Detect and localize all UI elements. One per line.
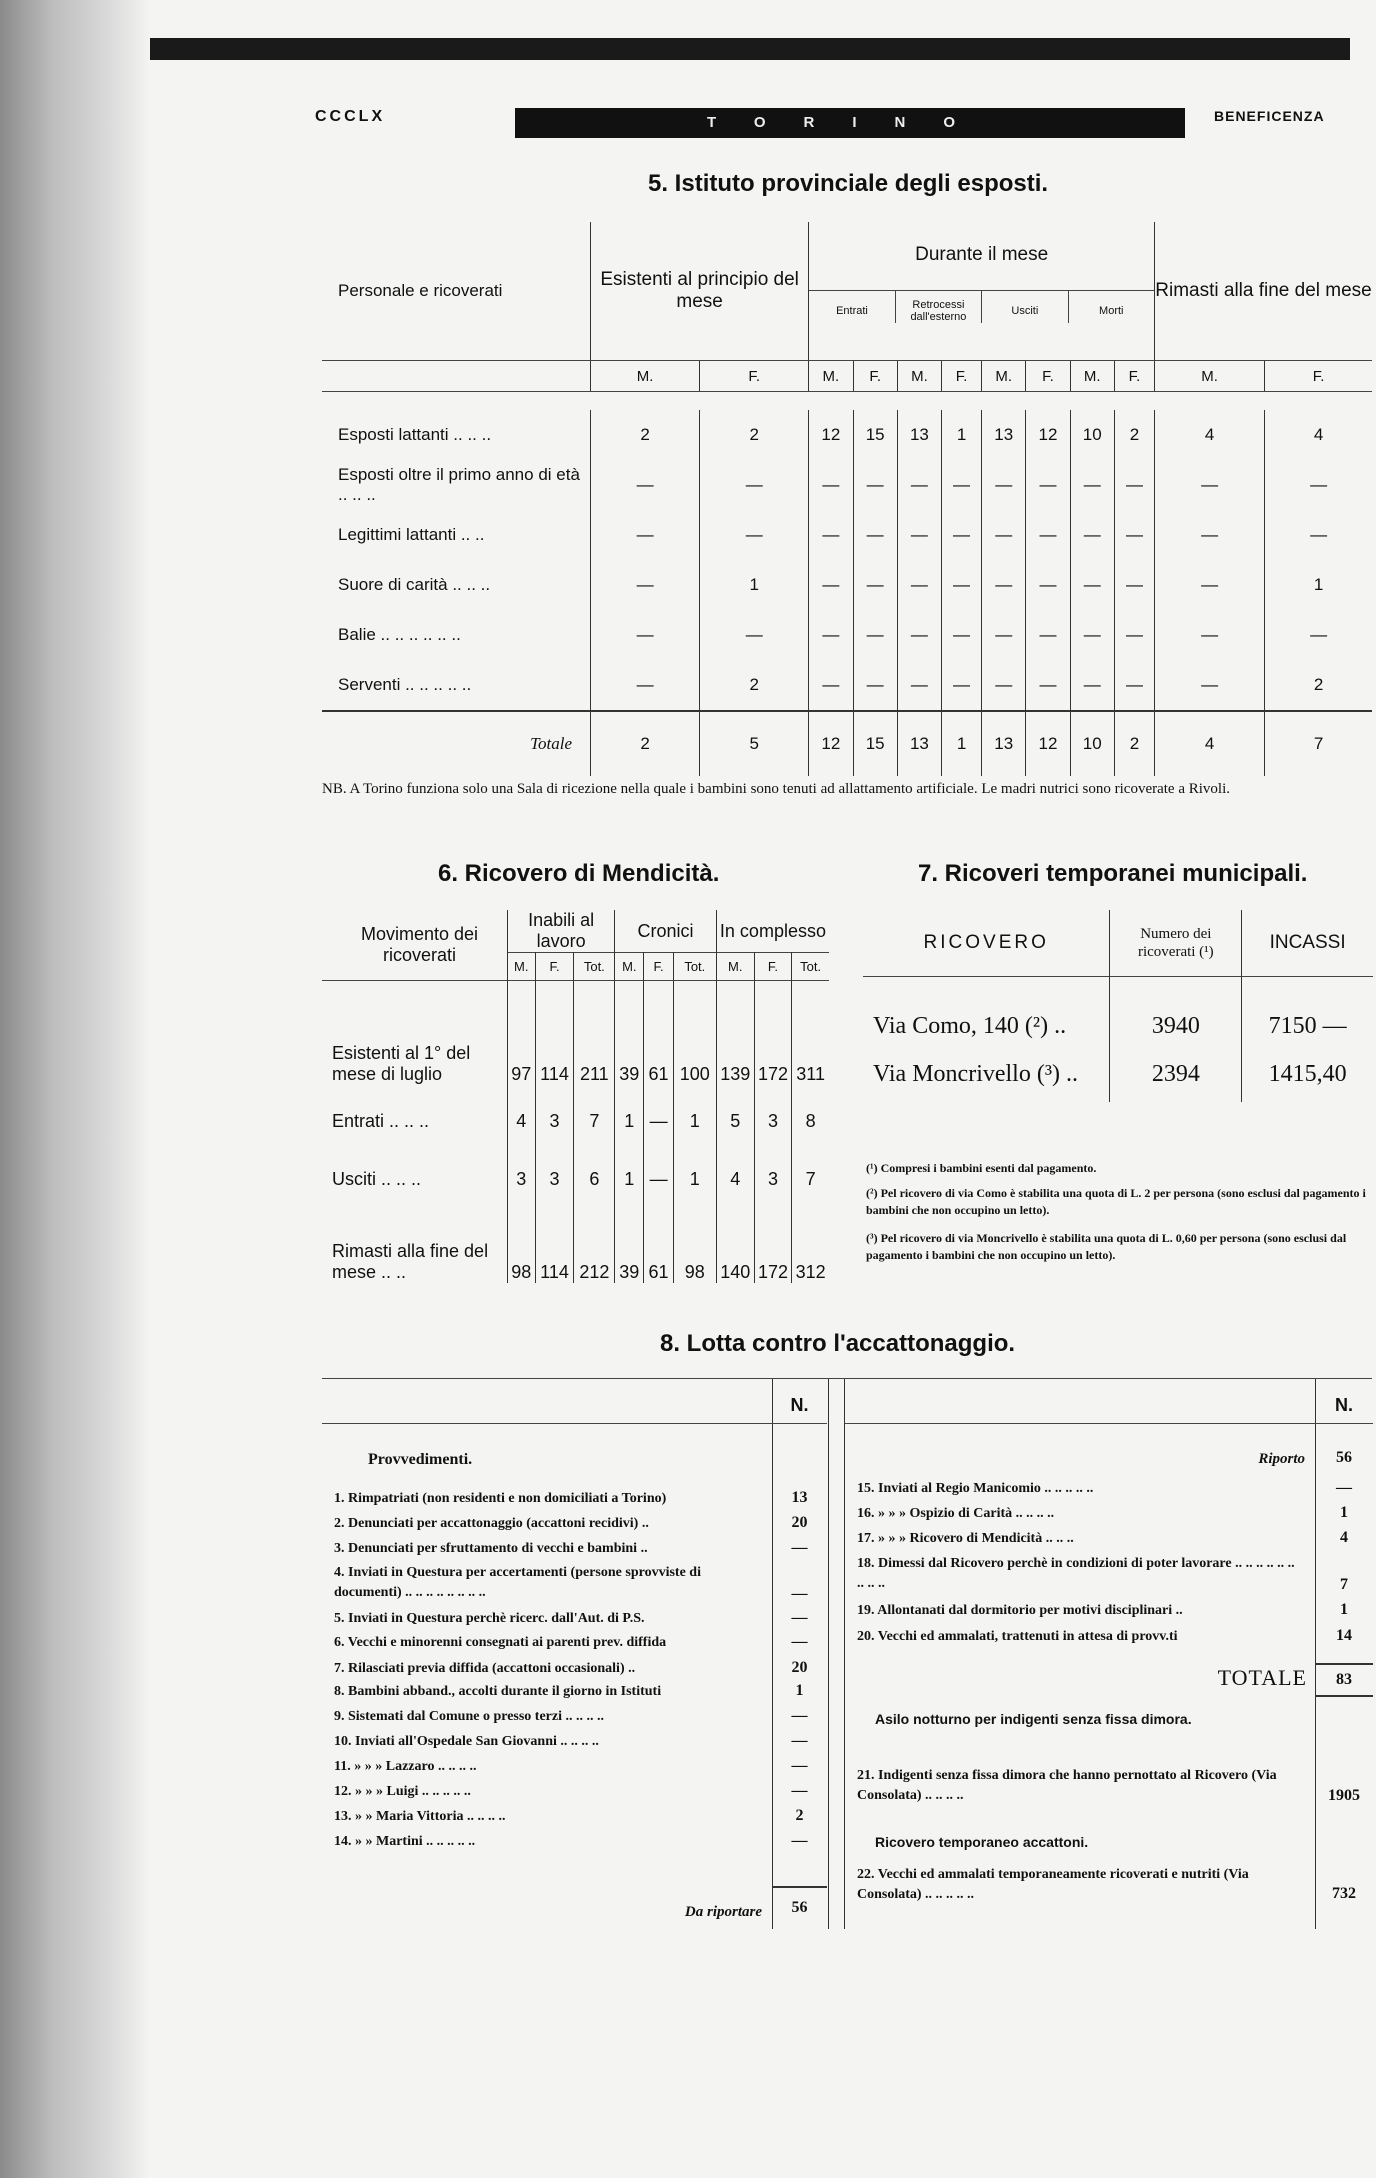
- total-label: Totale: [322, 711, 591, 776]
- cell: —: [809, 510, 853, 560]
- cell: 2: [700, 410, 809, 460]
- mf-label: M.: [897, 361, 941, 392]
- cell: 1: [673, 1153, 716, 1207]
- cell: —: [700, 460, 809, 510]
- cell: 1: [615, 1091, 644, 1153]
- cell: 10: [1070, 711, 1114, 776]
- row-label: Esposti oltre il primo anno di età .. .. ..: [338, 465, 580, 504]
- cell: —: [1070, 510, 1114, 560]
- ricovero-accattoni-title: Ricovero temporaneo accattoni.: [875, 1834, 1089, 1850]
- sub-label: F.: [644, 953, 673, 981]
- section8-right: [844, 1379, 1373, 1929]
- cell: 12: [1026, 711, 1070, 776]
- cell: 4: [716, 1153, 754, 1207]
- cell: —: [591, 660, 700, 711]
- cell: —: [982, 660, 1026, 711]
- table-row: [322, 560, 1372, 610]
- sub-label: F.: [535, 953, 574, 981]
- cell: 311: [792, 981, 829, 1091]
- cell: 1: [942, 711, 982, 776]
- cell: —: [897, 610, 941, 660]
- list-item-value: 20: [791, 1514, 808, 1531]
- section8-title: 8. Lotta contro l'accattonaggio.: [660, 1330, 1016, 1357]
- cell: 8: [792, 1091, 829, 1153]
- cell: —: [982, 610, 1026, 660]
- cell: —: [897, 510, 941, 560]
- cell: —: [1265, 460, 1372, 510]
- cell: —: [982, 510, 1026, 560]
- divider: [845, 1423, 1373, 1424]
- cell: —: [1265, 510, 1372, 560]
- list-item: 9. Sistemati dal Comune o presso terzi .. .. .. ..: [334, 1709, 604, 1724]
- cell: —: [1114, 560, 1154, 610]
- row-label: Via Como, 140 (²) ..: [873, 1013, 1067, 1039]
- col-morti: Morti: [1068, 291, 1154, 323]
- mf-label: F.: [700, 361, 809, 392]
- cell: —: [591, 560, 700, 610]
- cell: 13: [897, 410, 941, 460]
- col-durante-group: [809, 222, 1155, 361]
- table-row: [322, 1207, 829, 1283]
- cell: 12: [1026, 410, 1070, 460]
- table-row: [322, 1091, 829, 1153]
- col-n-left: N.: [790, 1395, 809, 1415]
- cell: 1: [942, 410, 982, 460]
- cell: 1: [615, 1153, 644, 1207]
- list-item-value: —: [791, 1633, 808, 1650]
- list-item-value: —: [791, 1757, 808, 1774]
- table-row: [863, 1046, 1373, 1102]
- list-item-21: 21. Indigenti senza fissa dimora che hanno pernottato al Ricovero (Via Consolata) .. .. .. ..: [857, 1768, 1277, 1803]
- cell: —: [1114, 460, 1154, 510]
- cell: 4: [1155, 410, 1265, 460]
- list-item: 2. Denunciati per accattonaggio (accattoni recidivi) ..: [334, 1516, 649, 1531]
- cell: 312: [792, 1207, 829, 1283]
- cell: —: [1070, 610, 1114, 660]
- cell: 97: [508, 981, 536, 1091]
- col-numero: Numero dei ricoverati (¹): [1110, 910, 1242, 976]
- table-row: [322, 460, 1372, 510]
- sub-label: Tot.: [792, 953, 829, 981]
- cell: —: [1114, 660, 1154, 711]
- row-label: Rimasti alla fine del mese .. ..: [332, 1240, 489, 1282]
- section7-table: [863, 910, 1373, 1102]
- list-item: 13. » » Maria Vittoria .. .. .. ..: [334, 1809, 506, 1824]
- cell: 15: [853, 711, 897, 776]
- cell: —: [942, 510, 982, 560]
- list-item-value: 14: [1336, 1627, 1352, 1644]
- item-22-value: 732: [1332, 1885, 1356, 1902]
- cell: 4: [1155, 711, 1265, 776]
- list-item-value: 4: [1340, 1529, 1348, 1546]
- col-inabili: Inabili al lavoro: [508, 910, 615, 953]
- da-riportare-label: Da riportare: [684, 1904, 762, 1920]
- cell: —: [809, 610, 853, 660]
- cell: —: [942, 460, 982, 510]
- table-row: [322, 510, 1372, 560]
- table-row: [322, 410, 1372, 460]
- list-item-value: 2: [795, 1807, 804, 1824]
- cell: 4: [1265, 410, 1372, 460]
- cell: 1: [1265, 560, 1372, 610]
- total-row: [322, 711, 1372, 776]
- cell: —: [942, 660, 982, 711]
- cell: 1: [700, 560, 809, 610]
- cell: 3: [508, 1153, 536, 1207]
- totale-label: TOTALE: [1217, 1665, 1307, 1690]
- cell: 3: [754, 1153, 792, 1207]
- list-item-value: 1: [795, 1682, 804, 1699]
- cell: 39: [615, 1207, 644, 1283]
- cell: —: [942, 560, 982, 610]
- cell: —: [1265, 610, 1372, 660]
- mf-label: F.: [1265, 361, 1372, 392]
- mf-label: M.: [1070, 361, 1114, 392]
- section6-table: [322, 910, 829, 1283]
- cell: 7: [1265, 711, 1372, 776]
- cell: 3: [535, 1153, 574, 1207]
- cell: 1: [673, 1091, 716, 1153]
- list-item-22: 22. Vecchi ed ammalati temporaneamente ricoverati e nutriti (Via Consolata) .. .. .. .. ..: [857, 1867, 1249, 1902]
- col-complesso: In complesso: [716, 910, 829, 953]
- mf-label: F.: [853, 361, 897, 392]
- list-item-value: 20: [791, 1659, 808, 1676]
- cell: —: [982, 560, 1026, 610]
- cell: —: [1026, 610, 1070, 660]
- section8-left: [322, 1379, 827, 1929]
- cell: —: [1155, 510, 1265, 560]
- cell: 13: [897, 711, 941, 776]
- cell: 2394: [1110, 1046, 1242, 1102]
- cell: 2: [700, 660, 809, 711]
- riporto-value: 56: [1336, 1449, 1352, 1466]
- cell: —: [1155, 560, 1265, 610]
- list-item-value: —: [791, 1707, 808, 1724]
- cell: —: [942, 610, 982, 660]
- list-item-value: —: [791, 1732, 808, 1749]
- cell: 140: [716, 1207, 754, 1283]
- cell: —: [1114, 610, 1154, 660]
- row-label: Esistenti al 1° del mese di luglio: [332, 1042, 471, 1084]
- list-item: 11. » » » Lazzaro .. .. .. ..: [334, 1759, 477, 1774]
- row-label: Esposti lattanti .. .. ..: [338, 425, 492, 444]
- cell: —: [853, 660, 897, 711]
- cell: —: [897, 560, 941, 610]
- mf-label: F.: [1026, 361, 1070, 392]
- cell: 98: [508, 1207, 536, 1283]
- col-movimento: Movimento dei ricoverati: [360, 924, 479, 965]
- scan-left-shadow: [0, 0, 150, 2178]
- cell: —: [1026, 460, 1070, 510]
- col-usciti: Usciti: [981, 291, 1067, 323]
- list-item-value: —: [791, 1782, 808, 1799]
- table-row: [863, 976, 1373, 1046]
- section5-note: NB. A Torino funziona solo una Sala di ricezione nella quale i bambini sono tenuti ad allattamento artificiale. Le madri nutrici sono ricoverate a Rivoli.: [322, 781, 1230, 797]
- cell: —: [1070, 560, 1114, 610]
- cell: —: [1155, 460, 1265, 510]
- cell: 3: [754, 1091, 792, 1153]
- list-item: 8. Bambini abband., accolti durante il giorno in Istituti: [334, 1684, 662, 1699]
- cell: 98: [673, 1207, 716, 1283]
- col-incassi: INCASSI: [1242, 910, 1373, 976]
- cell: 12: [809, 410, 853, 460]
- cell: 211: [574, 981, 615, 1091]
- section6-title: 6. Ricovero di Mendicità.: [438, 860, 720, 887]
- list-item: 14. » » Martini .. .. .. .. ..: [334, 1834, 476, 1849]
- cell: 3: [535, 1091, 574, 1153]
- cell: 114: [535, 981, 574, 1091]
- scan-top-bar: [150, 38, 1350, 60]
- cell: 13: [982, 711, 1026, 776]
- cell: —: [982, 460, 1026, 510]
- row-label: Via Moncrivello (³) ..: [873, 1060, 1079, 1087]
- cell: 172: [754, 981, 792, 1091]
- cell: —: [644, 1153, 673, 1207]
- cell: —: [897, 460, 941, 510]
- cell: 39: [615, 981, 644, 1091]
- cell: 10: [1070, 410, 1114, 460]
- table-row: [322, 660, 1372, 711]
- page-number: CCCLX: [315, 108, 386, 125]
- section5-title: 5. Istituto provinciale degli esposti.: [648, 170, 1049, 197]
- list-item: 17. » » » Ricovero di Mendicità .. .. ..: [857, 1531, 1074, 1546]
- da-riportare-value: 56: [772, 1886, 827, 1931]
- cell: 6: [574, 1153, 615, 1207]
- list-item-value: —: [1336, 1479, 1352, 1496]
- col-ricovero: RICOVERO: [923, 931, 1049, 953]
- mf-label: F.: [1114, 361, 1154, 392]
- cell: —: [897, 660, 941, 711]
- list-item-value: 1: [1340, 1601, 1348, 1618]
- cell: 61: [644, 981, 673, 1091]
- mf-label: M.: [1155, 361, 1265, 392]
- list-item: 12. » » » Luigi .. .. .. .. ..: [334, 1784, 471, 1799]
- list-item-value: 13: [791, 1489, 808, 1506]
- section8-frame: [322, 1378, 1372, 1929]
- cell: —: [809, 460, 853, 510]
- cell: —: [700, 510, 809, 560]
- cell: —: [1070, 660, 1114, 711]
- cell: 2: [1114, 410, 1154, 460]
- list-item: 16. » » » Ospizio di Carità .. .. .. ..: [857, 1506, 1055, 1521]
- col-esistenti: Esistenti al principio del mese: [591, 222, 809, 361]
- section7-title: 7. Ricoveri temporanei municipali.: [918, 860, 1308, 887]
- list-item: 3. Denunciati per sfruttamento di vecchi e bambini ..: [334, 1541, 648, 1556]
- cell: —: [853, 510, 897, 560]
- col-entrati: Entrati: [836, 305, 868, 317]
- section5-table: [322, 222, 1372, 776]
- cell: 12: [809, 711, 853, 776]
- list-item: 5. Inviati in Questura perchè ricerc. dall'Aut. di P.S.: [334, 1611, 645, 1626]
- cell: 172: [754, 1207, 792, 1283]
- row-label: Serventi .. .. .. .. ..: [338, 675, 472, 694]
- mf-label: F.: [942, 361, 982, 392]
- cell: —: [853, 460, 897, 510]
- cell: —: [591, 610, 700, 660]
- list-item: 19. Allontanati dal dormitorio per motivi disciplinari ..: [857, 1603, 1183, 1618]
- list-item: 15. Inviati al Regio Manicomio .. .. .. .. ..: [857, 1481, 1094, 1496]
- cell: —: [1155, 660, 1265, 711]
- section7-footnote-3: (³) Pel ricovero di via Moncrivello è stabilita una quota di L. 0,60 per persona (sono esclusi dal pagamento i bambini che non occupino un letto).: [866, 1231, 1347, 1262]
- cell: —: [809, 660, 853, 711]
- table-row: [322, 1153, 829, 1207]
- row-label: Usciti .. .. ..: [332, 1169, 422, 1189]
- totale-value: 83: [1315, 1663, 1373, 1697]
- sub-label: M.: [615, 953, 644, 981]
- mf-label: M.: [982, 361, 1026, 392]
- list-item-value: —: [791, 1539, 808, 1556]
- section7-footnote-2: (²) Pel ricovero di via Como è stabilita una quota di L. 2 per persona (sono esclusi dal pagamento i bambini che non occupino un letto).: [866, 1186, 1366, 1217]
- divider: [322, 1423, 827, 1424]
- cell: —: [1155, 610, 1265, 660]
- cell: 3940: [1110, 976, 1242, 1046]
- list-item-value: —: [791, 1832, 808, 1849]
- riporto-label: Riporto: [1258, 1451, 1305, 1467]
- cell: 7: [792, 1153, 829, 1207]
- list-item: 20. Vecchi ed ammalati, trattenuti in attesa di provv.ti: [857, 1629, 1178, 1644]
- col-durante: Durante il mese: [915, 244, 1049, 265]
- cell: —: [1026, 660, 1070, 711]
- list-item: 1. Rimpatriati (non residenti e non domiciliati a Torino): [334, 1491, 667, 1506]
- list-item-value: 1: [1340, 1504, 1348, 1521]
- cell: —: [1026, 560, 1070, 610]
- row-label: Legittimi lattanti .. ..: [338, 525, 485, 544]
- cell: —: [591, 460, 700, 510]
- sub-label: Tot.: [673, 953, 716, 981]
- sub-label: M.: [716, 953, 754, 981]
- cell: 2: [591, 410, 700, 460]
- list-item-value: —: [791, 1585, 808, 1602]
- cell: 2: [1114, 711, 1154, 776]
- cell: —: [853, 610, 897, 660]
- row-label: Suore di carità .. .. ..: [338, 575, 491, 594]
- cell: —: [700, 610, 809, 660]
- cell: 5: [716, 1091, 754, 1153]
- cell: 7150 —: [1242, 976, 1373, 1046]
- mf-label: M.: [591, 361, 700, 392]
- col-cronici: Cronici: [615, 910, 717, 953]
- list-item-value: —: [791, 1609, 808, 1626]
- section7-footnote-1: (¹) Compresi i bambini esenti dal pagamento.: [866, 1161, 1097, 1175]
- cell: 114: [535, 1207, 574, 1283]
- list-item: 7. Rilasciati previa diffida (accattoni occasionali) ..: [334, 1661, 636, 1676]
- item-21-value: 1905: [1328, 1787, 1360, 1804]
- list-item: 10. Inviati all'Ospedale San Giovanni .. .. .. ..: [334, 1734, 599, 1749]
- cell: —: [1114, 510, 1154, 560]
- cell: 15: [853, 410, 897, 460]
- cell: 1415,40: [1242, 1046, 1373, 1102]
- cell: 5: [700, 711, 809, 776]
- cell: 4: [508, 1091, 536, 1153]
- provvedimenti-label: Provvedimenti.: [368, 1451, 473, 1468]
- list-item-value: 7: [1340, 1576, 1348, 1593]
- asilo-title: Asilo notturno per indigenti senza fissa dimora.: [875, 1711, 1192, 1727]
- sub-label: Tot.: [574, 953, 615, 981]
- col-personale: Personale e ricoverati: [322, 222, 591, 361]
- sub-label: M.: [508, 953, 536, 981]
- col-retrocessi: Retrocessi dall'esterno: [895, 291, 981, 323]
- section-label: BENEFICENZA: [1214, 108, 1325, 124]
- row-label: Balie .. .. .. .. .. ..: [338, 625, 461, 644]
- cell: —: [1070, 460, 1114, 510]
- cell: 7: [574, 1091, 615, 1153]
- sub-label: F.: [754, 953, 792, 981]
- cell: —: [591, 510, 700, 560]
- cell: —: [1026, 510, 1070, 560]
- cell: —: [644, 1091, 673, 1153]
- list-item: 6. Vecchi e minorenni consegnati ai parenti prev. diffida: [334, 1635, 667, 1650]
- list-item: 18. Dimessi dal Ricovero perchè in condizioni di poter lavorare .. .. .. .. .. .. .. .. ..: [857, 1556, 1295, 1591]
- banner-torino: TORINO: [515, 108, 1185, 138]
- cell: 100: [673, 981, 716, 1091]
- cell: 2: [1265, 660, 1372, 711]
- table-row: [322, 981, 829, 1091]
- cell: —: [809, 560, 853, 610]
- cell: 61: [644, 1207, 673, 1283]
- table-row: [322, 610, 1372, 660]
- cell: 13: [982, 410, 1026, 460]
- list-item: 4. Inviati in Questura per accertamenti (persone sprovviste di documenti) .. .. .. .. .. .. .. ..: [334, 1565, 701, 1600]
- cell: —: [853, 560, 897, 610]
- cell: 2: [591, 711, 700, 776]
- mf-label: M.: [809, 361, 853, 392]
- cell: 139: [716, 981, 754, 1091]
- col-rimasti: Rimasti alla fine del mese: [1155, 222, 1372, 361]
- cell: 212: [574, 1207, 615, 1283]
- row-label: Entrati .. .. ..: [332, 1111, 430, 1131]
- col-n-right: N.: [1335, 1395, 1353, 1415]
